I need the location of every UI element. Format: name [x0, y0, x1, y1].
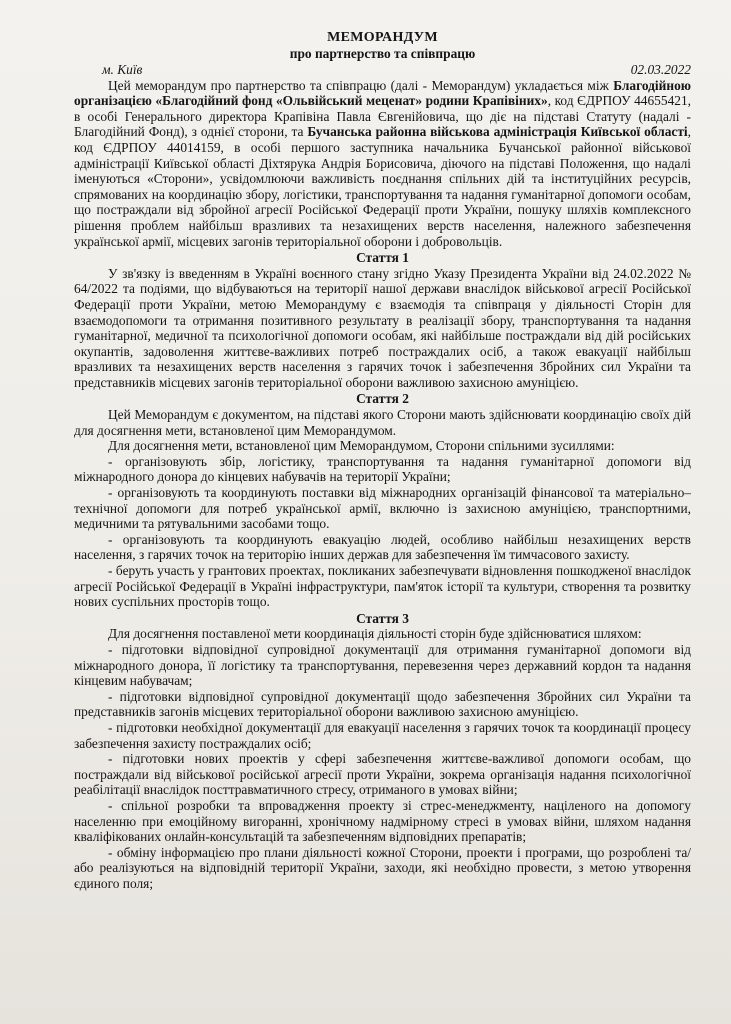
- article-3-item: - підготовки необхідної документації для евакуації населення з гарячих точок та координації процесу забезпечення захисту постраждалих осіб;: [74, 719, 691, 751]
- article-3-paragraph-1: Для досягнення поставленої мети координація діяльності сторін буде здійснюватися шляхом:: [108, 626, 642, 642]
- document-title: МЕМОРАНДУМ: [327, 30, 438, 45]
- article-2-item: - організовують та координують евакуацію людей, особливо найбільш незахищених верств населення, з гарячих точок на територію інших держав для забезпечення їм тимчасового захисту.: [74, 531, 691, 563]
- article-2-heading: Стаття 2: [356, 391, 409, 407]
- place-date-line: [74, 62, 691, 78]
- article-3-item: - обміну інформацією про плани діяльності кожної Сторони, проекти і програми, що розроблені та/або реалізуються на відповідній території України, заходи, які необхідно провести, з метою утворення єдиного поля;: [74, 844, 691, 891]
- intro-paragraph: [74, 78, 691, 250]
- article-3-item: - спільної розробки та впровадження проекту зі стрес-менеджменту, націленого на допомогу населенню при емоційному вигоранні, хронічному надмірному стресі в умовах війни, шляхом надання кваліфікованих онлайн-консультацій та забезпеченням відповідних препаратів;: [74, 797, 691, 845]
- article-2-item: - організовують та координують поставки від міжнародних організацій фінансової та матеріально–технічної допомоги для потреб української армії, включно із захисною амуніцією, транспортними, медичними та рятувальними засобами тощо.: [74, 485, 691, 532]
- article-1-text: У зв'язку із введенням в Україні воєнного стану згідно Указу Президента України від 24.02.2022 № 64/2022 та подіями, що відбуваються на території нашої держави внаслідок військової агресії Російської Федерації проти України, метою Меморандуму є взаємодія та співпраця у діяльності Сторін для взаємодопомоги та отримання позитивного результату в реалізації збору, транспортування та надання гуманітарної, медичної та психологічної допомоги особам, які найбільше постраждали від дій російських окупантів, задоволення життєве-важливих потреб постраждалих осіб, а також евакуації найбільш вразливих та незахищених верств населення з гарячих точок і забезпечення Збройних сил України та представників місцевих загонів територіальної оборони важливою захисною амуніцією.: [74, 265, 691, 390]
- article-1-heading: Стаття 1: [356, 250, 409, 266]
- document-subtitle: про партнерство та співпрацю: [289, 46, 476, 61]
- place: м. Київ: [102, 62, 143, 77]
- party-2-name: Бучанська районна військова адміністрація Київської області: [307, 124, 688, 140]
- article-2-item: - беруть участь у грантових проектах, покликаних забезпечувати відновлення пошкодженої внаслідок агресії Російської Федерації в Україні інфраструктури, пам'яток історії та культури, створення та розвитку нових суспільних просторів тощо.: [74, 563, 691, 610]
- article-2-item: - організовують збір, логістику, транспортування та надання гуманітарної допомоги від міжнародного донора до кінцевих набувачів на території України;: [74, 453, 691, 485]
- article-3-heading: Стаття 3: [356, 610, 409, 626]
- article-3-item: - підготовки відповідної супровідної документації щодо забезпечення Збройних сил України та представників загонів місцевих територіальної оборони важливою захисною амуніцією.: [74, 688, 691, 720]
- article-3-item: - підготовки нових проектів у сфері забезпечення життєве-важливої допомоги особам, що постраждали від військової російської агресії проти України, зокрема організація надання психологічної реабілітації внаслідок посттравматичного стресу, отриманого в умовах війни;: [74, 751, 691, 798]
- date: 02.03.2022: [630, 62, 691, 77]
- intro-text-3: , код ЄДРПОУ 44014159, в особі першого заступника начальника Бучанської районної військової адміністрації Київської області Діхтярука Андрія Борисовича, діючого на підставі Положення, що надалі іменуються «Сторони», усвідомлюючи важливість поєднання спільних дій та інституційних ресурсів, спрямованих на координацію збору, логістики, транспортування та надання гуманітарної допомоги особам, що постраждали від збройної агресії Російської Федерації проти України, пошуку шляхів комплексного рішення проблем найбільш вразливих та незахищених верств населення, належного забезпечення української армії, місцевих загонів територіальної оборони і добровольців.: [74, 124, 692, 249]
- article-3-item: - підготовки відповідної супровідної документації для отримання гуманітарної допомоги від міжнародного донора, її логістику та транспортування, перевезення через державний кордон та надання кінцевим набувачам;: [74, 641, 691, 689]
- intro-text-1: Цей меморандум про партнерство та співпрацю (далі - Меморандум) укладається між: [108, 77, 614, 93]
- article-2-paragraph-1: Цей Меморандум є документом, на підставі якого Сторони мають здійснювати координацію своїх дій для досягнення мети, встановленої цим Меморандумом.: [74, 407, 691, 438]
- article-2-paragraph-2: Для досягнення мети, встановленої цим Меморандумом, Сторони спільними зусиллями:: [108, 438, 615, 454]
- intro-text-2: , код ЄДРПОУ 44655421, в особі Генерального директора Крапівіна Павла Євгенійовича, що діє на підставі Статуту (надалі - Благодійний Фонд), з однієї сторони, та: [74, 93, 691, 140]
- party-1-name: Благодійною організацією «Благодійний фонд «Ольвійський меценат» родини Крапівіних»: [74, 77, 691, 109]
